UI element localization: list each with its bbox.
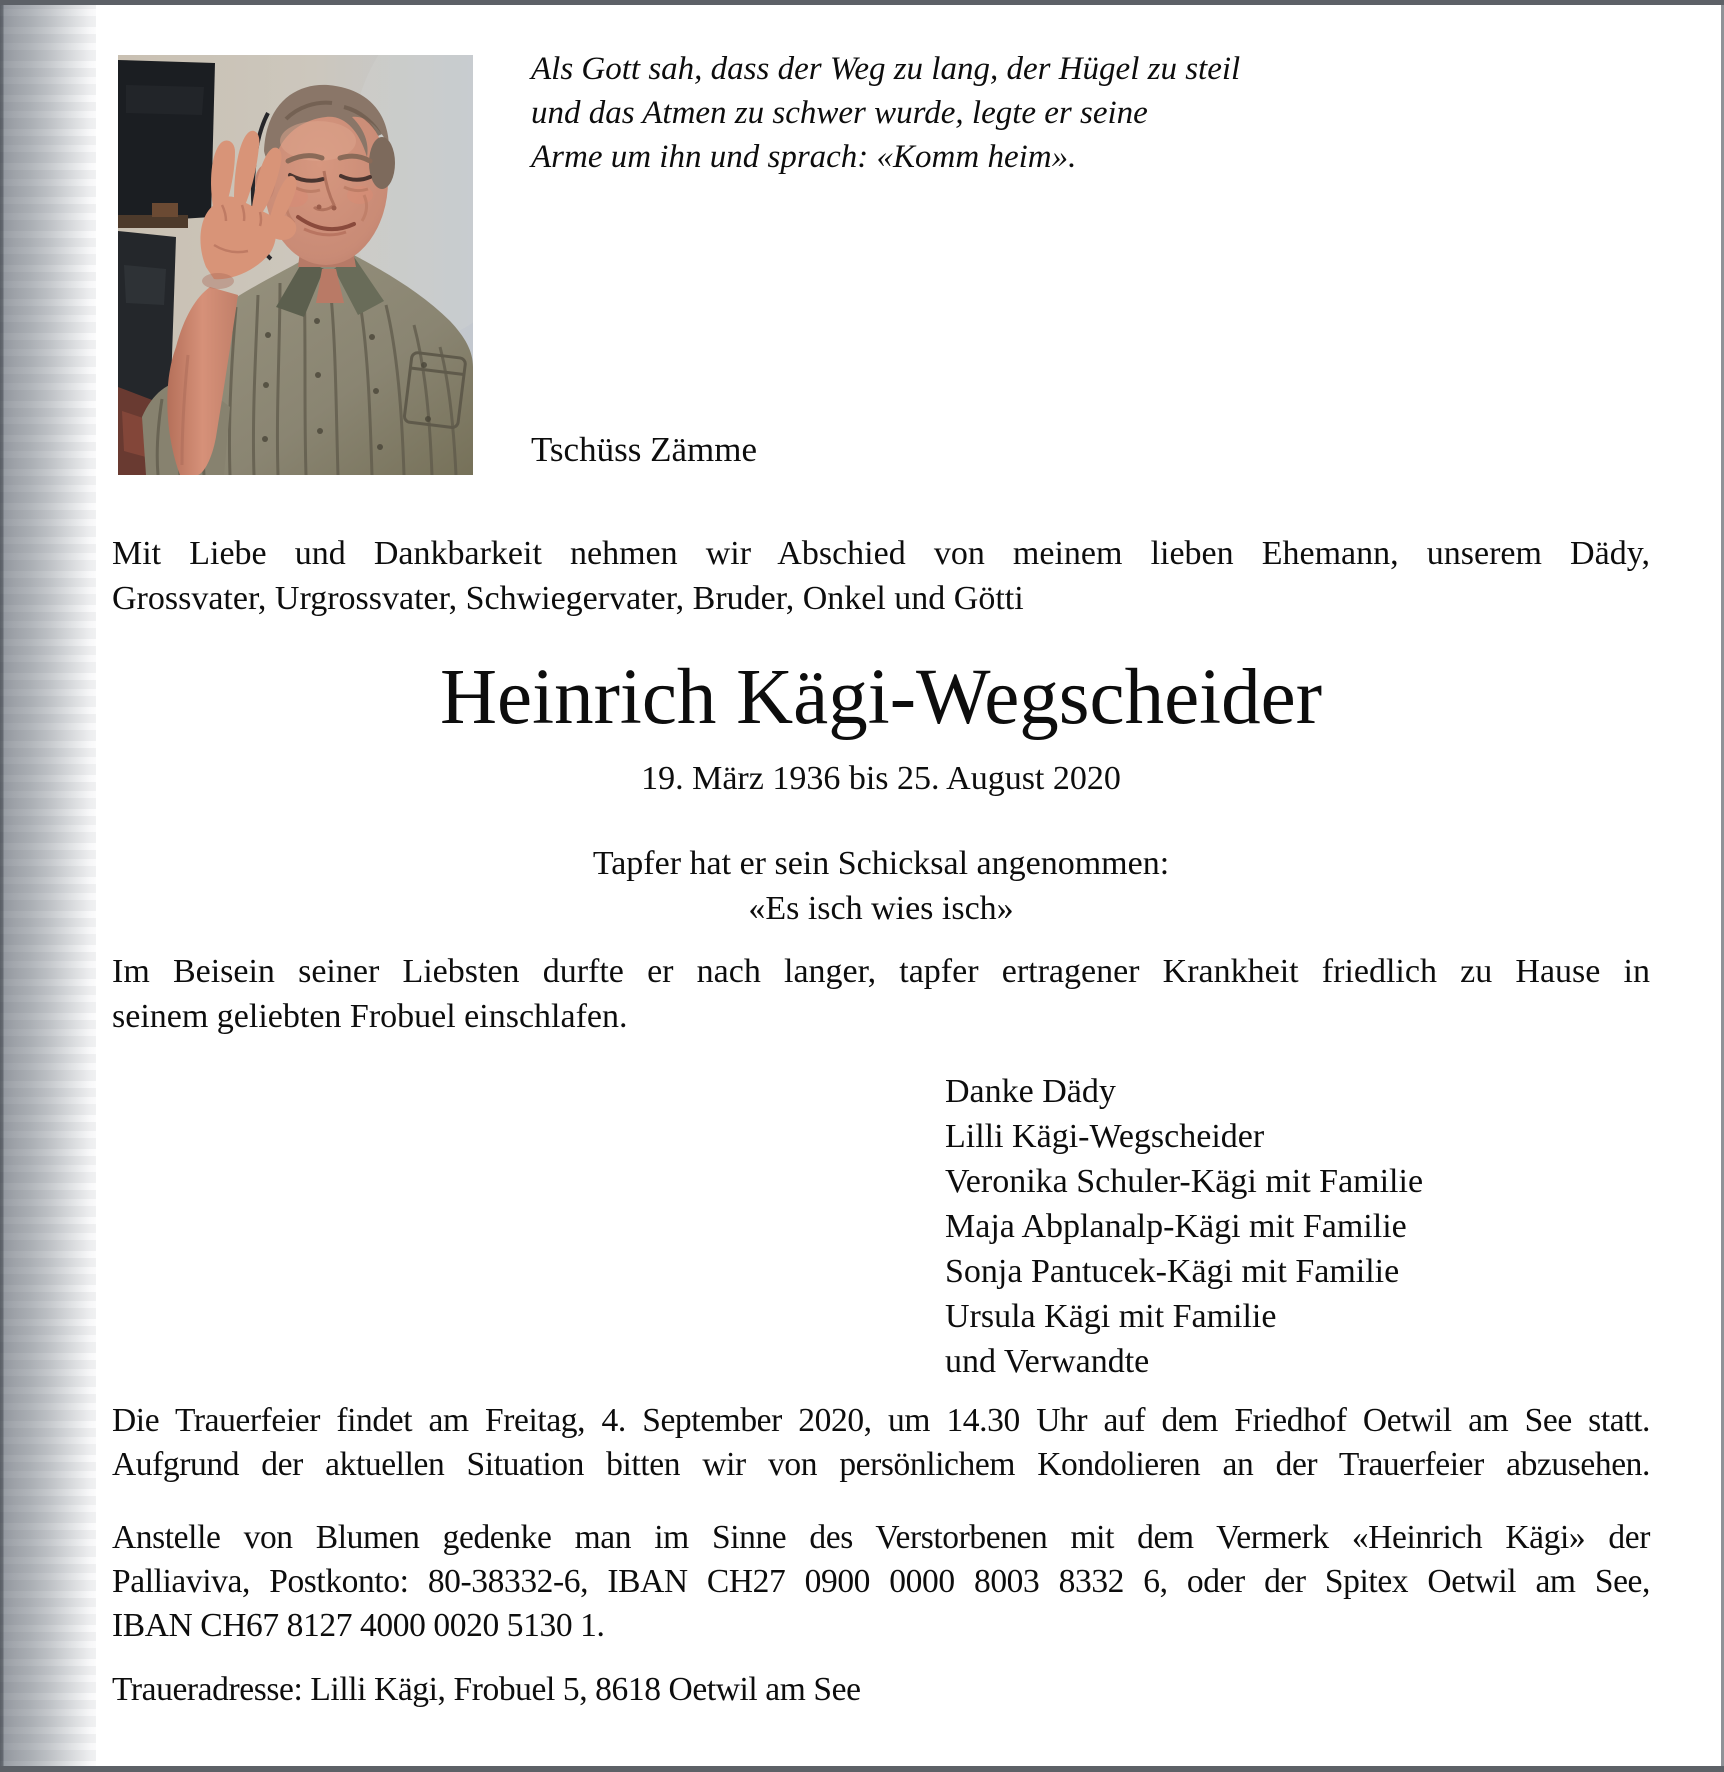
farewell-caption: Tschüss Zämme — [531, 430, 757, 469]
deceased-name: Heinrich Kägi-Wegscheider — [440, 654, 1322, 741]
donations-line-1: Anstelle von Blumen gedenke man im Sinne des Verstorbenen mit dem Vermerk «Heinrich Kägi» der — [112, 1519, 1650, 1556]
scan-bar-top — [0, 0, 1724, 5]
motto-line-2: «Es isch wies isch» — [748, 890, 1014, 927]
funeral-paragraph — [112, 1399, 1650, 1487]
motto-line-1: Tapfer hat er sein Schicksal angenommen: — [592, 845, 1170, 882]
passing-paragraph — [112, 949, 1650, 1039]
scan-edge-left — [0, 0, 96, 1772]
family-list-item: Lilli Kägi-Wegscheider — [945, 1118, 1265, 1155]
family-list-item: und Verwandte — [945, 1343, 1150, 1380]
passing-line-1: Im Beisein seiner Liebsten durfte er nach langer, tapfer ertragener Krankheit friedlich zu Hause in — [112, 953, 1650, 990]
funeral-line-2: Aufgrund der aktuellen Situation bitten wir von persönlichem Kondolieren an der Trauerfeier abzusehen. — [112, 1446, 1650, 1483]
opening-quote — [531, 47, 1240, 179]
family-list-item: Veronika Schuler-Kägi mit Familie — [945, 1163, 1424, 1200]
intro-line-2: Grossvater, Urgrossvater, Schwiegervater, Bruder, Onkel und Götti — [112, 580, 1024, 617]
motto — [112, 841, 1650, 931]
family-list-item: Ursula Kägi mit Familie — [945, 1298, 1277, 1335]
portrait-photo-illustration — [118, 55, 473, 475]
donations-line-2: Palliaviva, Postkonto: 80-38332-6, IBAN CH27 0900 0000 8003 8332 6, oder der Spitex Oetwil am See, — [112, 1563, 1650, 1600]
family-list-item: Sonja Pantucek-Kägi mit Familie — [945, 1253, 1400, 1290]
quote-line-2: und das Atmen zu schwer wurde, legte er seine — [531, 95, 1148, 131]
intro-line-1: Mit Liebe und Dankbarkeit nehmen wir Abschied von meinem lieben Ehemann, unserem Dädy, — [112, 535, 1650, 572]
quote-line-1: Als Gott sah, dass der Weg zu lang, der Hügel zu steil — [531, 51, 1241, 87]
funeral-line-1: Die Trauerfeier findet am Freitag, 4. September 2020, um 14.30 Uhr auf dem Friedhof Oetwil am See statt. — [112, 1402, 1650, 1439]
quote-line-3: Arme um ihn und sprach: «Komm heim». — [531, 139, 1077, 175]
passing-line-2: seinem geliebten Frobuel einschlafen. — [112, 998, 628, 1035]
scan-bar-bottom — [0, 1766, 1724, 1772]
family-list-item: Danke Dädy — [945, 1073, 1116, 1110]
life-dates: 19. März 1936 bis 25. August 2020 — [641, 760, 1121, 797]
family-list-item: Maja Abplanalp-Kägi mit Familie — [945, 1208, 1407, 1245]
family-list — [945, 1069, 1423, 1384]
intro-paragraph — [112, 531, 1650, 621]
donations-line-3: IBAN CH67 8127 4000 0020 5130 1. — [112, 1607, 605, 1644]
portrait-photo — [118, 55, 473, 475]
mourning-address: Traueradresse: Lilli Kägi, Frobuel 5, 8618 Oetwil am See — [112, 1671, 861, 1708]
donations-paragraph — [112, 1516, 1650, 1648]
